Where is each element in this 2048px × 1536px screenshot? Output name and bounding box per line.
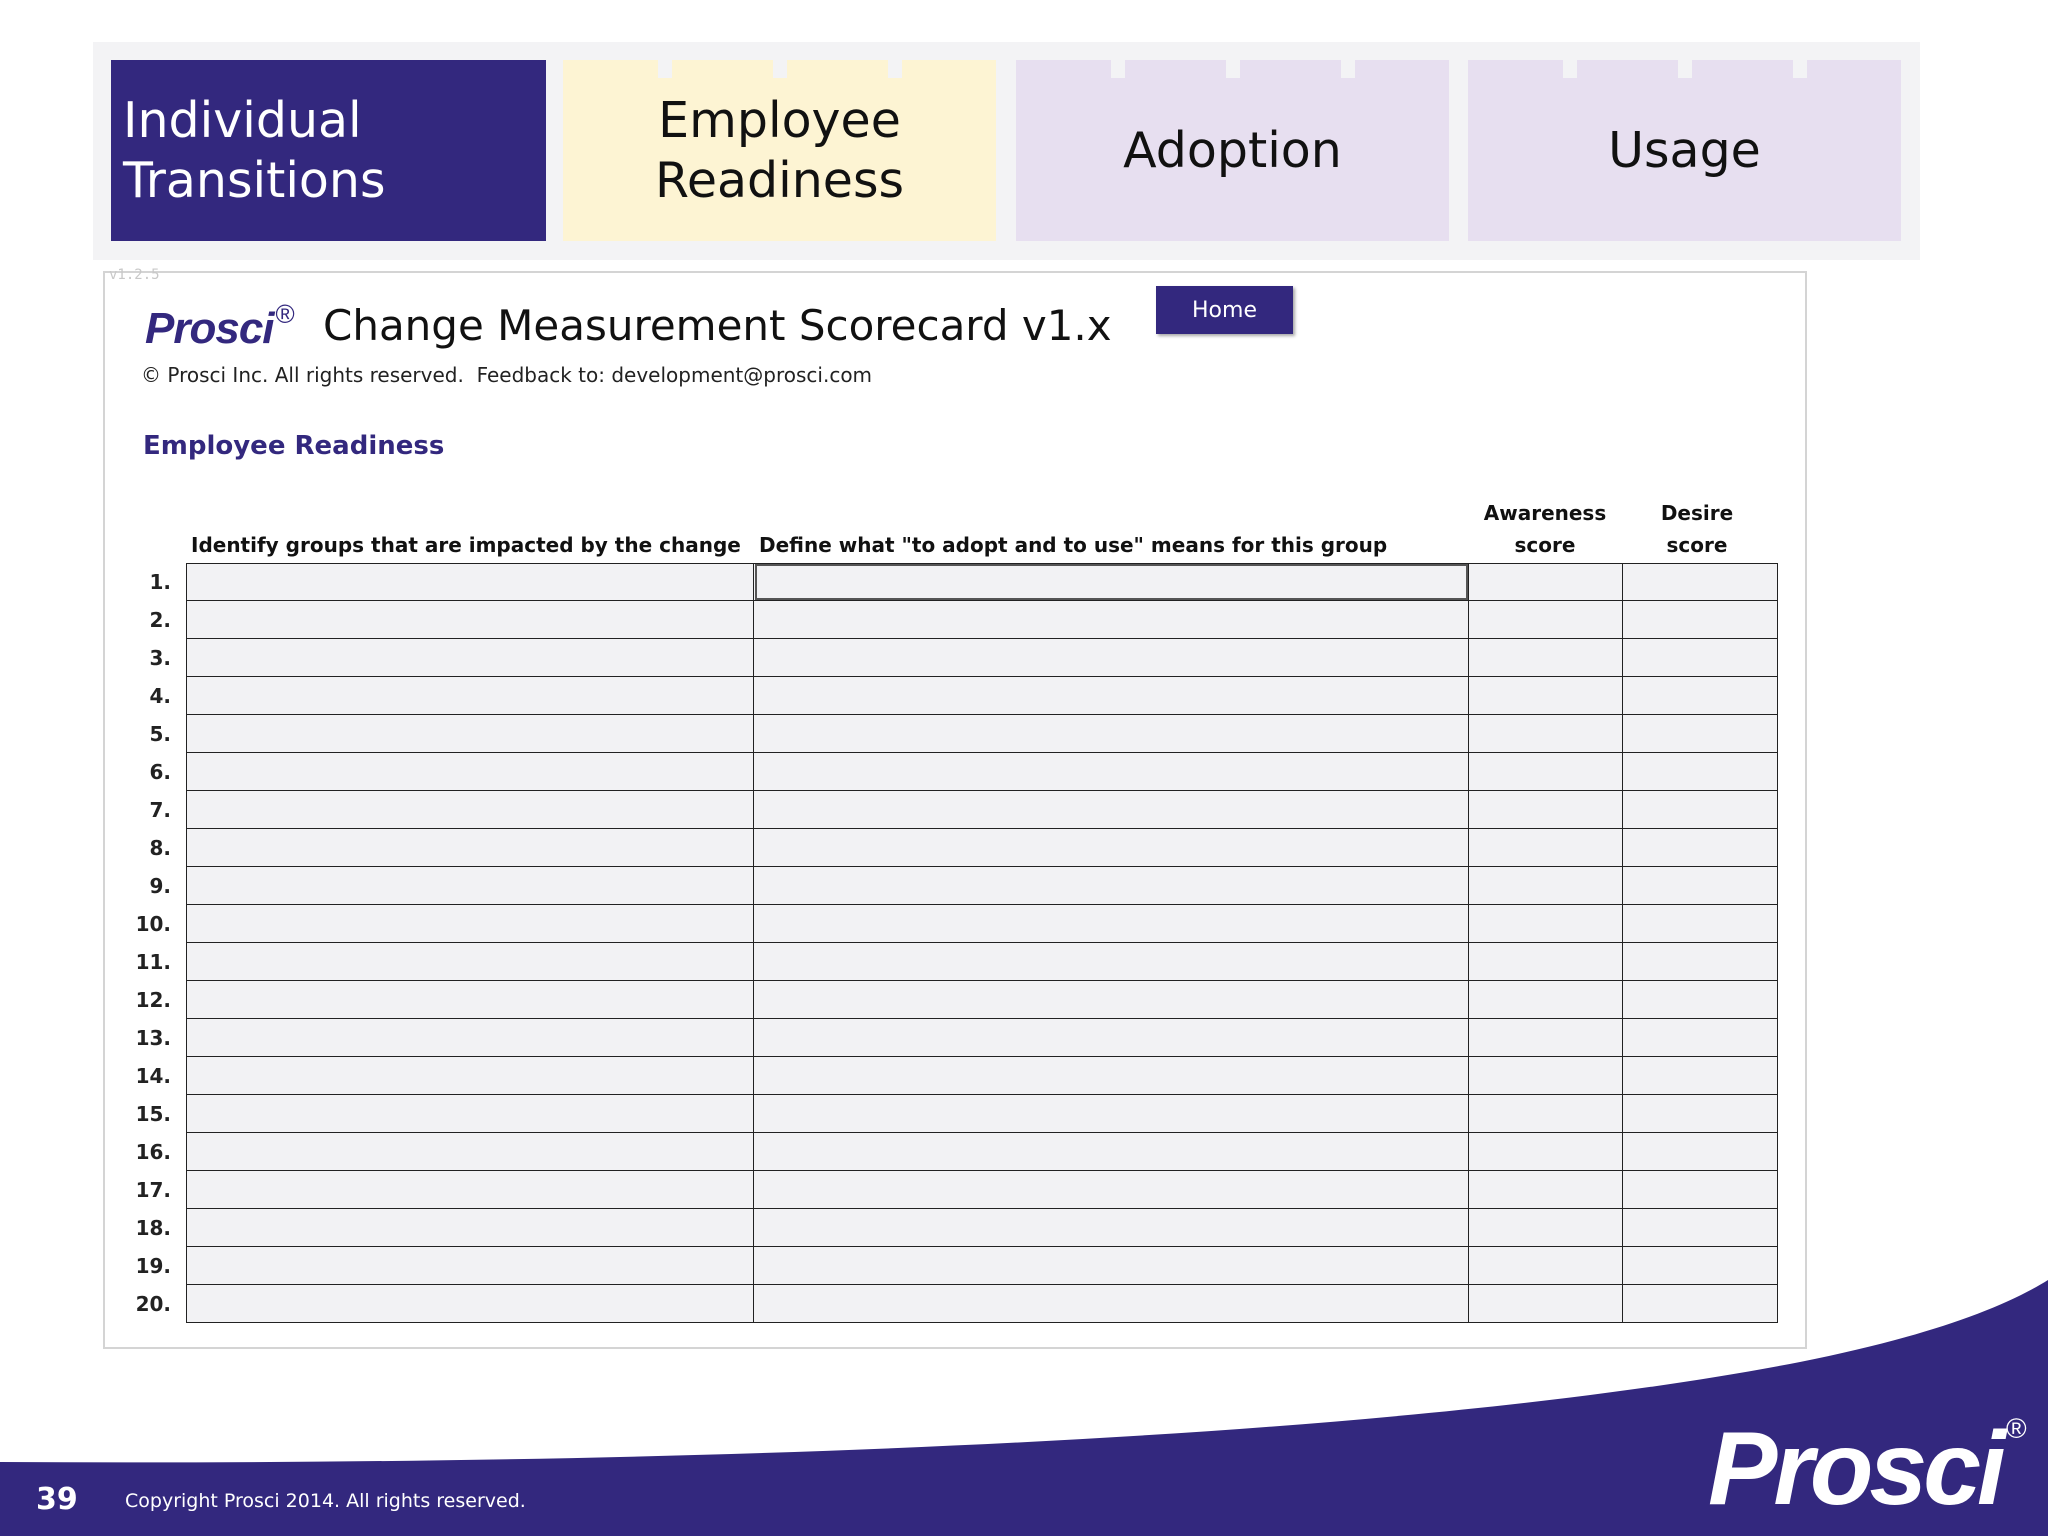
row-number: 8. <box>149 836 171 860</box>
awareness-score-cell[interactable] <box>1469 1095 1623 1133</box>
awareness-score-cell[interactable] <box>1469 715 1623 753</box>
section-title: Employee Readiness <box>143 431 445 461</box>
column-header-define: Define what "to adopt and to use" means for this group <box>759 533 1388 557</box>
group-cell[interactable] <box>186 715 754 753</box>
row-number: 16. <box>135 1140 171 1164</box>
awareness-score-cell[interactable] <box>1469 981 1623 1019</box>
tab-label: Usage <box>1608 121 1761 179</box>
tab-individual-transitions[interactable] <box>111 60 546 241</box>
group-cell[interactable] <box>186 639 754 677</box>
awareness-score-cell[interactable] <box>1469 1019 1623 1057</box>
group-cell[interactable] <box>186 905 754 943</box>
desire-score-cell[interactable] <box>1623 943 1778 981</box>
group-cell[interactable] <box>186 943 754 981</box>
slide-number: 39 <box>36 1482 78 1517</box>
row-number: 1. <box>149 570 171 594</box>
definition-cell[interactable] <box>754 867 1469 905</box>
row-number: 14. <box>135 1064 171 1088</box>
definition-cell[interactable] <box>754 1171 1469 1209</box>
definition-cell[interactable] <box>754 639 1469 677</box>
row-number: 4. <box>149 684 171 708</box>
row-number: 5. <box>149 722 171 746</box>
tab-notch <box>1678 60 1692 78</box>
tab-adoption[interactable] <box>1016 60 1449 241</box>
awareness-score-cell[interactable] <box>1469 639 1623 677</box>
desire-score-cell[interactable] <box>1623 677 1778 715</box>
desire-score-cell[interactable] <box>1623 1171 1778 1209</box>
awareness-score-cell[interactable] <box>1469 791 1623 829</box>
row-number: 9. <box>149 874 171 898</box>
group-cell[interactable] <box>186 1057 754 1095</box>
desire-score-cell[interactable] <box>1623 563 1778 601</box>
logo-text: Prosci <box>1708 1411 2002 1527</box>
tab-employee-readiness[interactable] <box>563 60 996 241</box>
definition-cell[interactable] <box>754 905 1469 943</box>
prosci-logo <box>145 299 294 354</box>
definition-cell[interactable] <box>754 791 1469 829</box>
awareness-score-cell[interactable] <box>1469 677 1623 715</box>
desire-score-cell[interactable] <box>1623 867 1778 905</box>
registered-mark: ® <box>275 299 294 329</box>
tab-usage[interactable] <box>1468 60 1901 241</box>
tab-notch <box>773 60 787 78</box>
row-number: 20. <box>135 1292 171 1316</box>
definition-cell[interactable] <box>754 677 1469 715</box>
tab-notch <box>1341 60 1355 78</box>
phase-tab-bar <box>93 42 1920 260</box>
row-number: 10. <box>135 912 171 936</box>
desire-score-cell[interactable] <box>1623 1133 1778 1171</box>
awareness-score-cell[interactable] <box>1469 1057 1623 1095</box>
row-number: 7. <box>149 798 171 822</box>
group-cell[interactable] <box>186 677 754 715</box>
awareness-score-cell[interactable] <box>1469 1171 1623 1209</box>
tab-label: Employee Readiness <box>655 91 904 209</box>
tab-notch <box>1563 60 1577 78</box>
definition-cell[interactable] <box>754 1057 1469 1095</box>
desire-score-cell[interactable] <box>1623 601 1778 639</box>
tab-notch <box>888 60 902 78</box>
desire-score-cell[interactable] <box>1623 1095 1778 1133</box>
group-cell[interactable] <box>186 1209 754 1247</box>
group-cell[interactable] <box>186 1019 754 1057</box>
tab-notch <box>658 60 672 78</box>
row-number: 6. <box>149 760 171 784</box>
desire-score-cell[interactable] <box>1623 639 1778 677</box>
scorecard-sheet <box>103 267 1807 1349</box>
awareness-score-cell[interactable] <box>1469 601 1623 639</box>
awareness-score-cell[interactable] <box>1469 753 1623 791</box>
definition-cell[interactable] <box>754 1133 1469 1171</box>
awareness-score-cell[interactable] <box>1469 563 1623 601</box>
prosci-footer-logo <box>1708 1410 2027 1529</box>
group-cell[interactable] <box>186 981 754 1019</box>
group-cell[interactable] <box>186 753 754 791</box>
sheet-copyright: © Prosci Inc. All rights reserved. Feedback to: development@prosci.com <box>141 363 873 387</box>
group-cell[interactable] <box>186 1095 754 1133</box>
group-cell[interactable] <box>186 601 754 639</box>
row-number: 12. <box>135 988 171 1012</box>
definition-cell[interactable] <box>754 715 1469 753</box>
desire-score-cell[interactable] <box>1623 1057 1778 1095</box>
group-cell[interactable] <box>186 791 754 829</box>
column-header-desire: Desire score <box>1660 501 1734 557</box>
tab-label: Adoption <box>1123 121 1342 179</box>
footer-copyright: Copyright Prosci 2014. All rights reserved. <box>125 1490 526 1512</box>
desire-score-cell[interactable] <box>1623 1019 1778 1057</box>
desire-score-cell[interactable] <box>1623 791 1778 829</box>
row-number: 3. <box>149 646 171 670</box>
group-cell[interactable] <box>186 1133 754 1171</box>
definition-cell[interactable] <box>754 981 1469 1019</box>
definition-cell[interactable] <box>754 1095 1469 1133</box>
desire-score-cell[interactable] <box>1623 981 1778 1019</box>
row-number: 11. <box>135 950 171 974</box>
desire-score-cell[interactable] <box>1623 753 1778 791</box>
definition-cell[interactable] <box>754 829 1469 867</box>
row-number: 2. <box>149 608 171 632</box>
group-cell[interactable] <box>186 867 754 905</box>
awareness-score-cell[interactable] <box>1469 1133 1623 1171</box>
registered-mark: ® <box>2005 1413 2027 1444</box>
column-header-groups: Identify groups that are impacted by the change <box>191 533 741 557</box>
desire-score-cell[interactable] <box>1623 715 1778 753</box>
awareness-score-cell[interactable] <box>1469 943 1623 981</box>
awareness-score-cell[interactable] <box>1469 1209 1623 1247</box>
awareness-score-cell[interactable] <box>1469 829 1623 867</box>
definition-cell[interactable] <box>754 1209 1469 1247</box>
desire-score-cell[interactable] <box>1623 1209 1778 1247</box>
desire-score-cell[interactable] <box>1623 829 1778 867</box>
column-header-awareness: Awareness score <box>1483 501 1607 557</box>
row-number: 13. <box>135 1026 171 1050</box>
version-tag: v1.2.5 <box>109 267 160 283</box>
group-cell[interactable] <box>186 1171 754 1209</box>
row-number: 17. <box>135 1178 171 1202</box>
tab-label: Individual Transitions <box>123 91 386 209</box>
desire-score-cell[interactable] <box>1623 905 1778 943</box>
definition-cell[interactable] <box>754 943 1469 981</box>
row-number: 18. <box>135 1216 171 1240</box>
group-cell[interactable] <box>186 829 754 867</box>
group-cell[interactable] <box>186 563 754 601</box>
logo-text: Prosci <box>145 304 274 353</box>
awareness-score-cell[interactable] <box>1469 905 1623 943</box>
row-number: 19. <box>135 1254 171 1278</box>
home-button[interactable]: Home <box>1156 286 1293 334</box>
tab-notch <box>1111 60 1125 78</box>
row-number: 15. <box>135 1102 171 1126</box>
definition-cell[interactable] <box>754 753 1469 791</box>
definition-cell[interactable] <box>754 601 1469 639</box>
tab-notch <box>1793 60 1807 78</box>
definition-cell[interactable] <box>754 1019 1469 1057</box>
tab-notch <box>1226 60 1240 78</box>
scorecard-title: Change Measurement Scorecard v1.x <box>323 301 1112 350</box>
awareness-score-cell[interactable] <box>1469 867 1623 905</box>
definition-cell[interactable] <box>754 563 1469 601</box>
